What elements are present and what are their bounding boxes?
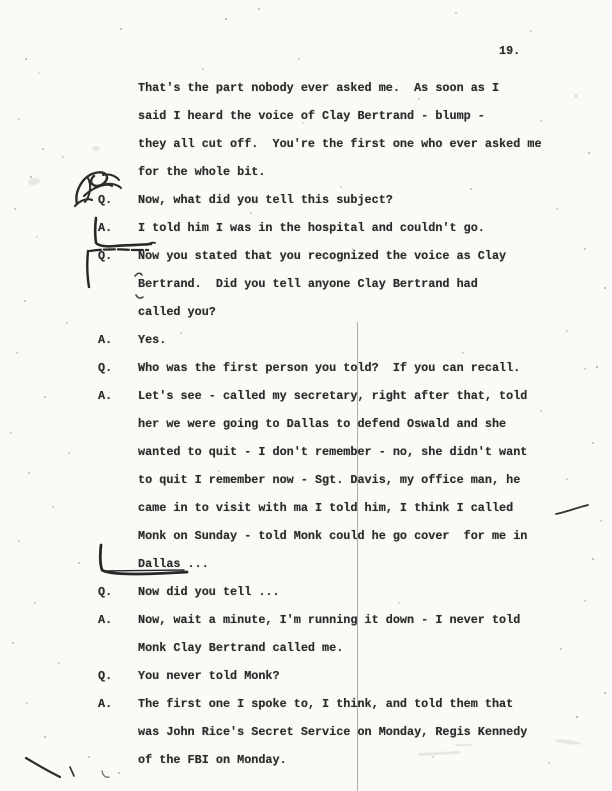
page-number: 19.	[499, 44, 521, 58]
line-text: Let's see - called my secretary, right after that, told	[138, 389, 528, 403]
speaker-label: A.	[98, 697, 113, 711]
line-text: You never told Monk?	[138, 669, 280, 683]
transcript-line	[98, 214, 603, 242]
speaker-label: A.	[98, 333, 113, 347]
speaker-label	[98, 102, 138, 130]
transcript-line	[98, 690, 603, 718]
line-text: Monk on Sunday - told Monk could he go cover for me in	[138, 529, 528, 543]
line-text: Now, what did you tell this subject?	[138, 193, 393, 207]
speaker-label: Q.	[98, 585, 113, 599]
transcript-line	[98, 634, 603, 662]
speaker-label	[98, 718, 138, 746]
line-text: of the FBI on Monday.	[138, 753, 287, 767]
transcript-line	[98, 130, 603, 158]
line-text: said I heard the voice of Clay Bertrand - blump -	[138, 109, 485, 123]
transcript-line	[98, 298, 603, 326]
line-text: Now did you tell ...	[138, 585, 280, 599]
line-text: came in to visit with ma I told him, I think I called	[138, 501, 514, 515]
speaker-label: A.	[98, 221, 113, 235]
transcript-line	[98, 382, 603, 410]
speaker-label: Q.	[98, 193, 113, 207]
line-text: Dallas ...	[138, 557, 209, 571]
line-text: was John Rice's Secret Service on Monday, Regis Kennedy	[138, 725, 528, 739]
line-text: called you?	[138, 305, 216, 319]
line-text: Now you stated that you recognized the voice as Clay	[138, 249, 507, 263]
transcript-line	[98, 102, 603, 130]
speaker-label	[98, 158, 138, 186]
speaker-label	[98, 550, 138, 578]
scan-noise-speckles	[0, 0, 2, 2]
transcript-line	[98, 718, 603, 746]
line-text: Bertrand. Did you tell anyone Clay Bertrand had	[138, 277, 478, 291]
transcript-line	[98, 410, 603, 438]
line-text: Who was the first person you told? If you can recall.	[138, 361, 521, 375]
speaker-label	[98, 466, 138, 494]
line-text: Yes.	[138, 333, 167, 347]
transcript	[98, 74, 603, 774]
speaker-label	[98, 634, 138, 662]
line-text: That's the part nobody ever asked me. As soon as I	[138, 81, 500, 95]
line-text: Monk Clay Bertrand called me.	[138, 641, 344, 655]
line-text: I told him I was in the hospital and couldn't go.	[138, 221, 485, 235]
transcript-line	[98, 662, 603, 690]
line-text: to quit I remember now - Sgt. Davis, my office man, he	[138, 473, 521, 487]
speaker-label	[98, 494, 138, 522]
transcript-line	[98, 354, 603, 382]
transcript-line	[98, 494, 603, 522]
transcript-line	[98, 522, 603, 550]
speaker-label	[98, 438, 138, 466]
speaker-label	[98, 298, 138, 326]
transcript-line	[98, 746, 603, 774]
speaker-label: Q.	[98, 249, 113, 263]
speaker-label	[98, 270, 138, 298]
scan-smudge	[27, 177, 40, 187]
transcript-line	[98, 74, 603, 102]
line-text: Now, wait a minute, I'm running it down - I never told	[138, 613, 521, 627]
speaker-label: A.	[98, 613, 113, 627]
transcript-line	[98, 326, 603, 354]
speaker-label: A.	[98, 389, 113, 403]
line-text: wanted to quit - I don't remember - no, she didn't want	[138, 445, 528, 459]
speaker-label: Q.	[98, 361, 113, 375]
transcript-line	[98, 466, 603, 494]
speaker-label	[98, 746, 138, 774]
speaker-label	[98, 522, 138, 550]
transcript-line	[98, 438, 603, 466]
speaker-label	[98, 74, 138, 102]
speaker-label	[98, 130, 138, 158]
line-text: The first one I spoke to, I think, and told them that	[138, 697, 514, 711]
transcript-line	[98, 578, 603, 606]
transcript-line	[98, 158, 603, 186]
line-text: for the whole bit.	[138, 165, 266, 179]
speaker-label	[98, 410, 138, 438]
transcript-line	[98, 550, 603, 578]
speaker-label: Q.	[98, 669, 113, 683]
line-text: her we were going to Dallas to defend Oswald and she	[138, 417, 507, 431]
transcript-line	[98, 270, 603, 298]
stray-pen-stroke	[26, 758, 109, 777]
line-text: they all cut off. You're the first one who ever asked me	[138, 137, 542, 151]
transcript-line	[98, 606, 603, 634]
transcript-line	[98, 186, 603, 214]
transcript-line	[98, 242, 603, 270]
